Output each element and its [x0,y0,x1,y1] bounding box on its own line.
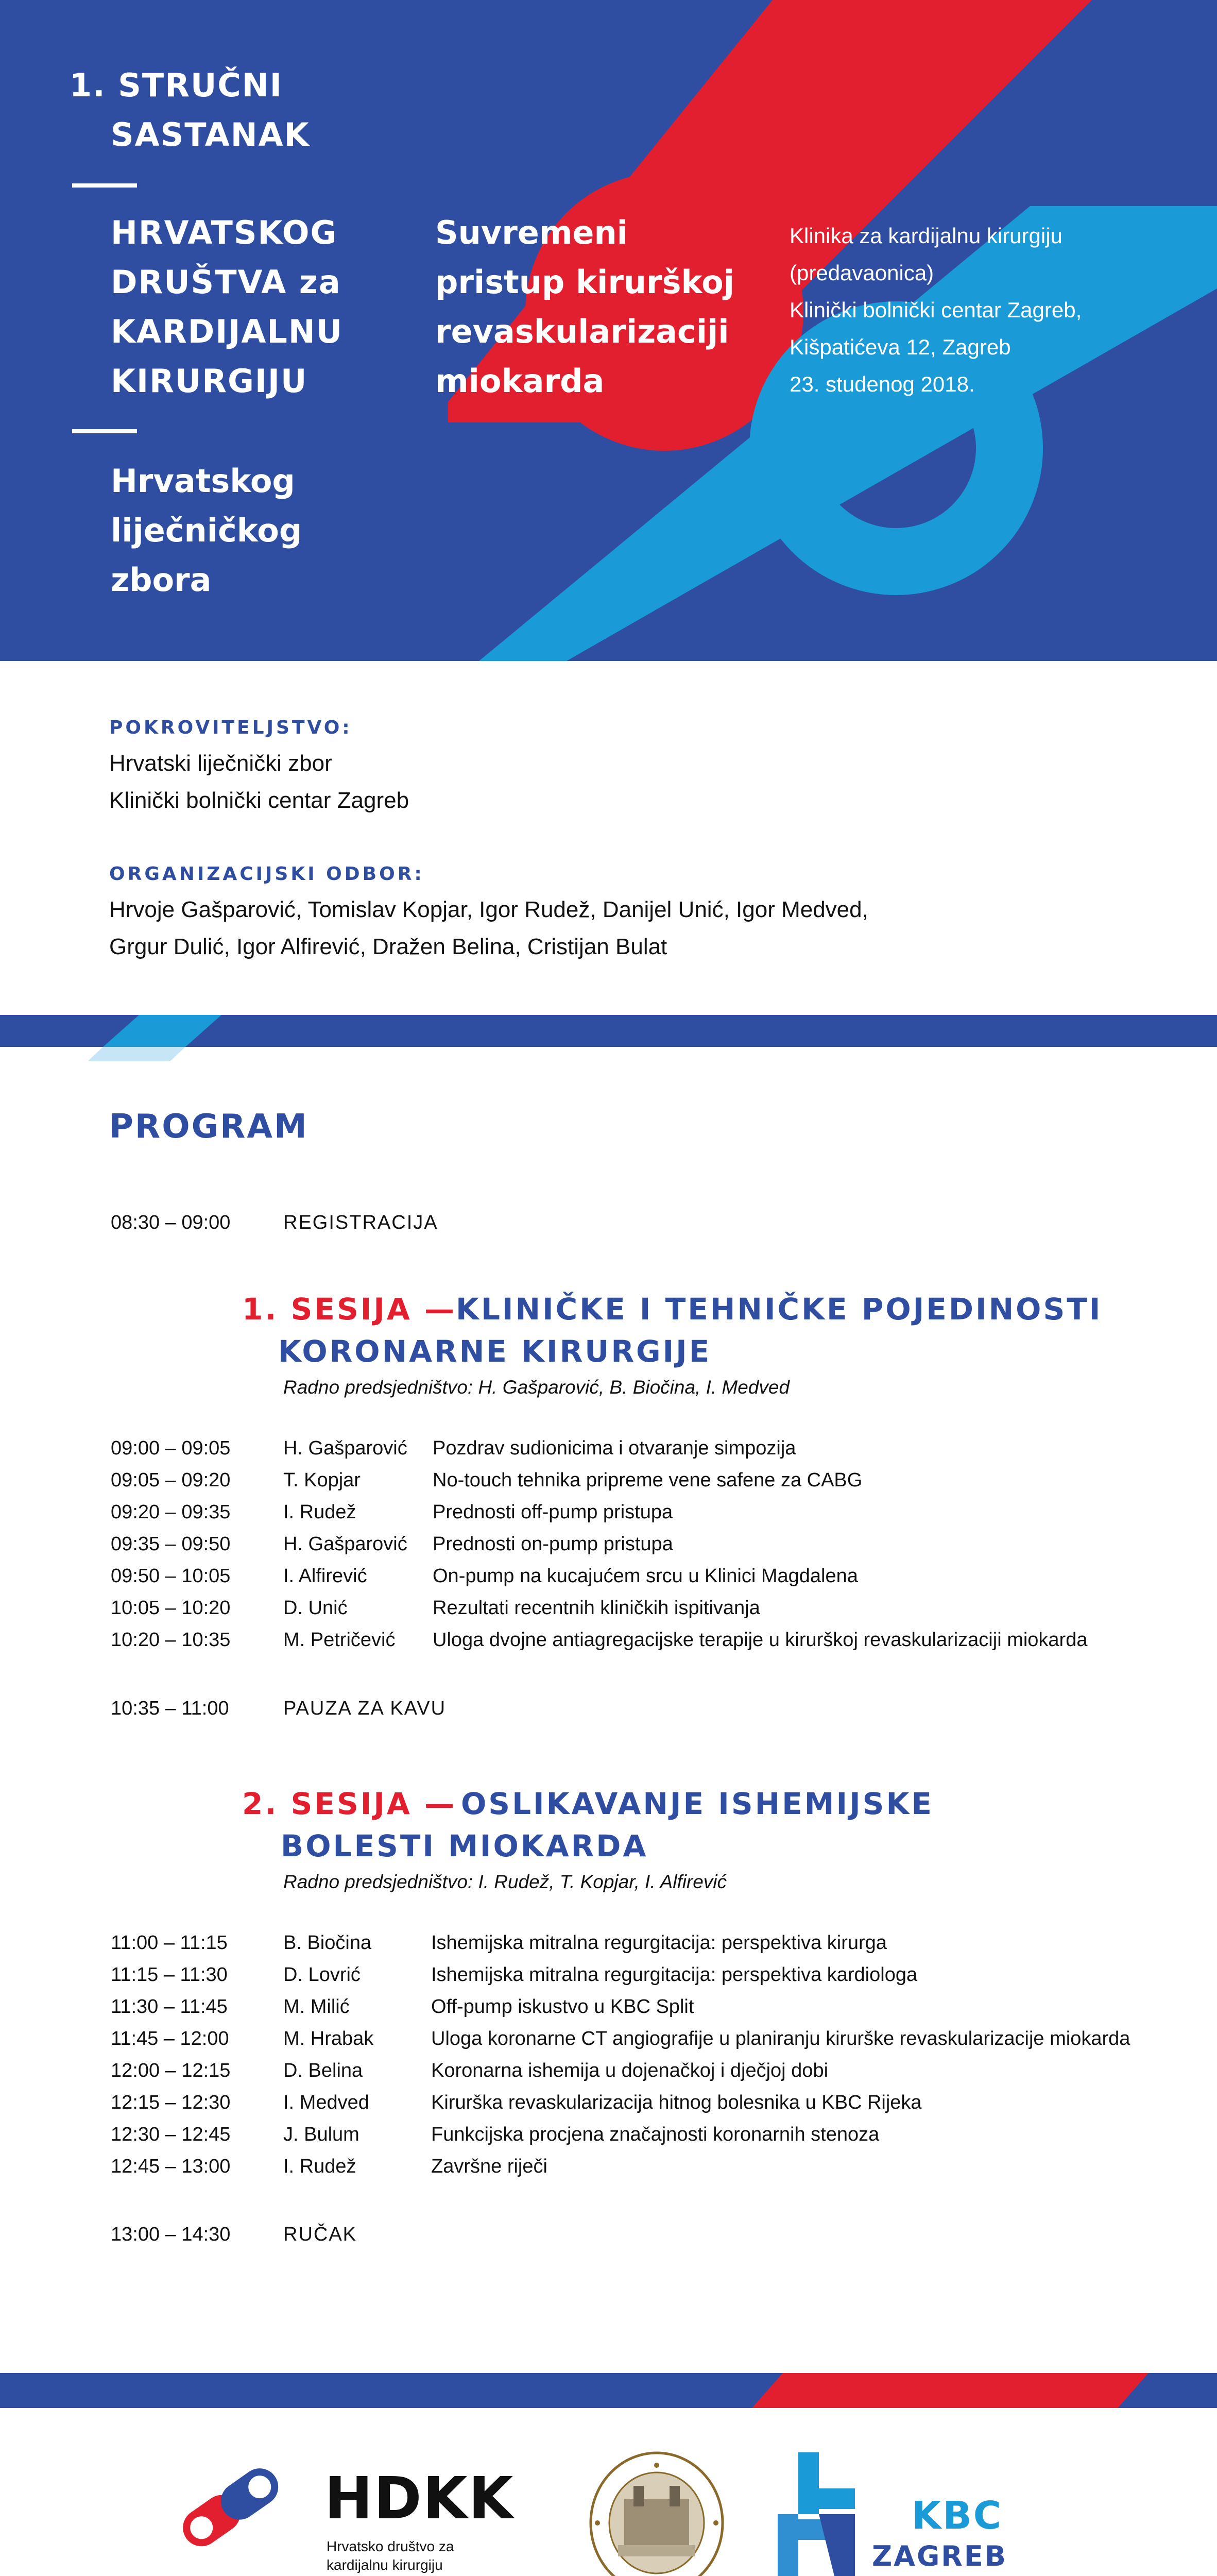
row-speaker: I. Alfirević [283,1565,367,1587]
row-label: RUČAK [283,2224,357,2245]
row-talk-title: Rezultati recentnih kliničkih ispitivanja [433,1597,760,1619]
row-time: 10:20 – 10:35 [111,1629,231,1651]
schedule-row [0,1932,1217,1964]
session-number: 1. SESIJA — [242,1292,456,1327]
kbc-logo-text: KBC [912,2494,1003,2538]
schedule-row [0,2124,1217,2156]
event-title-line: Hrvatskog [111,462,295,500]
event-title-line: liječničkog [111,512,302,549]
hdkk-subtitle: Hrvatsko društvo za [327,2538,454,2554]
row-label: REGISTRACIJA [283,1212,438,1233]
row-speaker: M. Hrabak [283,2028,374,2049]
row-talk-title: Kirurška revaskularizacija hitnog bolesnika u KBC Rijeka [431,2092,922,2113]
row-talk-title: Prednosti on-pump pristupa [433,1533,673,1555]
schedule-row [0,2028,1217,2060]
row-talk-title: Završne riječi [431,2156,547,2177]
schedule-row [0,1501,1217,1533]
row-time: 11:30 – 11:45 [111,1996,228,2018]
title-divider [72,183,137,188]
row-time: 09:35 – 09:50 [111,1533,231,1555]
topic-line: Suvremeni [435,214,628,251]
row-speaker: D. Lovrić [283,1964,361,1986]
schedule-row [0,1597,1217,1629]
row-speaker: J. Bulum [283,2124,359,2145]
row-talk-title: Ishemijska mitralna regurgitacija: perspektiva kardiologa [431,1964,918,1986]
row-time: 10:35 – 11:00 [111,1698,229,1719]
schedule-row [0,1437,1217,1469]
venue-line: Klinika za kardijalnu kirurgiju [790,224,1062,248]
row-time: 09:00 – 09:05 [111,1437,231,1459]
session-title: KORONARNE KIRURGIJE [278,1334,712,1369]
row-time: 09:50 – 10:05 [111,1565,231,1587]
row-speaker: H. Gašparović [283,1533,407,1555]
row-time: 10:05 – 10:20 [111,1597,231,1619]
schedule-row [0,2060,1217,2092]
row-speaker: I. Rudež [283,1501,356,1523]
row-time: 12:30 – 12:45 [111,2124,231,2145]
sponsors-label: POKROVITELJSTVO: [109,717,352,738]
kbc-logo-subtext: ZAGREB [872,2540,1007,2572]
hdkk-subtitle: kardijalnu kirurgiju [327,2557,443,2573]
event-title-line: KARDIJALNU [111,313,344,350]
schedule-row [0,1629,1217,1661]
row-speaker: H. Gašparović [283,1437,407,1459]
row-talk-title: Prednosti off-pump pristupa [433,1501,673,1523]
row-talk-title: Uloga koronarne CT angiografije u planiranju kirurške revaskularizacije miokarda [431,2028,1130,2049]
hdkk-logo-text: HDKK [324,2465,515,2532]
row-time: 11:15 – 11:30 [111,1964,228,1986]
committee-line: Hrvoje Gašparović, Tomislav Kopjar, Igor Rudež, Danijel Unić, Igor Medved, [109,897,868,922]
row-talk-title: Koronarna ishemija u dojenačkoj i dječjoj dobi [431,2060,829,2081]
session-title: BOLESTI MIOKARDA [281,1828,648,1863]
divider-fade [0,1047,216,1067]
program-heading: PROGRAM [109,1108,308,1146]
hero-banner [0,0,1217,661]
hdkk-logo-mark [170,2468,294,2550]
row-time: 12:15 – 12:30 [111,2092,231,2113]
event-title-line: DRUŠTVA za [111,263,341,301]
row-time: 11:00 – 11:15 [111,1932,228,1954]
row-time: 13:00 – 14:30 [111,2224,231,2245]
schedule-row [0,2224,1217,2256]
row-speaker: I. Rudež [283,2156,356,2177]
row-speaker: I. Medved [283,2092,369,2113]
committee-line: Grgur Dulić, Igor Alfirević, Dražen Belina, Cristijan Bulat [109,934,667,959]
row-time: 12:45 – 13:00 [111,2156,231,2177]
row-speaker: D. Belina [283,2060,363,2081]
schedule-row [0,1212,1217,1244]
row-time: 08:30 – 09:00 [111,1212,231,1233]
topic-line: miokarda [435,362,605,400]
schedule-row [0,1533,1217,1565]
schedule-row [0,2092,1217,2124]
venue-line: Kišpatićeva 12, Zagreb [790,335,1011,359]
session-chair: Radno predsjedništvo: H. Gašparović, B. Biočina, I. Medved [283,1377,790,1398]
committee-label: ORGANIZACIJSKI ODBOR: [109,863,424,885]
row-talk-title: Uloga dvojne antiagregacijske terapije u kirurškoj revaskularizaciji miokarda [433,1629,1088,1651]
venue-line: Klinički bolnički centar Zagreb, [790,298,1082,322]
row-speaker: B. Biočina [283,1932,372,1954]
row-time: 11:45 – 12:00 [111,2028,229,2049]
schedule-row [0,2156,1217,2188]
topic-line: pristup kirurškoj [435,263,734,301]
row-talk-title: Pozdrav sudionicima i otvaranje simpozija [433,1437,796,1459]
schedule-row [0,1964,1217,1996]
event-title-line: KIRURGIJU [111,362,308,400]
row-time: 12:00 – 12:15 [111,2060,231,2081]
session-title: KLINIČKE I TEHNIČKE POJEDINOSTI [456,1292,1103,1327]
event-title-line: 1. STRUČNI [70,66,283,104]
row-talk-title: Off-pump iskustvo u KBC Split [431,1996,694,2018]
event-title-line: zbora [111,561,212,599]
schedule-row [0,1698,1217,1730]
row-speaker: M. Milić [283,1996,350,2018]
row-label: PAUZA ZA KAVU [283,1698,447,1719]
session-title: OSLIKAVANJE ISHEMIJSKE [461,1786,934,1821]
row-time: 09:20 – 09:35 [111,1501,231,1523]
row-speaker: T. Kopjar [283,1469,361,1491]
row-talk-title: On-pump na kucajućem srcu u Klinici Magdalena [433,1565,858,1587]
event-title-line: HRVATSKOG [111,214,338,251]
row-speaker: M. Petričević [283,1629,396,1651]
row-talk-title: Ishemijska mitralna regurgitacija: perspektiva kirurga [431,1932,887,1954]
schedule-row [0,1565,1217,1597]
title-divider [72,429,137,433]
footer-band-top [0,2373,1217,2408]
row-talk-title: No-touch tehnika pripreme vene safene za CABG [433,1469,863,1491]
sponsor-line: Hrvatski liječnički zbor [109,751,332,776]
session-number: 2. SESIJA — [242,1786,456,1821]
section-divider-band [0,1015,1217,1047]
sponsor-line: Klinički bolnički centar Zagreb [109,788,409,813]
hlz-seal-logo [587,2450,726,2576]
row-speaker: D. Unić [283,1597,348,1619]
session-chair: Radno predsjedništvo: I. Rudež, T. Kopjar, I. Alfirević [283,1871,727,1892]
venue-line: 23. studenog 2018. [790,372,975,396]
row-time: 09:05 – 09:20 [111,1469,231,1491]
schedule-row [0,1996,1217,2028]
row-talk-title: Funkcijska procjena značajnosti koronarnih stenoza [431,2124,880,2145]
venue-line: (predavaonica) [790,261,934,285]
schedule-row [0,1469,1217,1501]
kbc-logo-mark [778,2452,870,2576]
topic-line: revaskularizaciji [435,313,729,350]
event-title-line: SASTANAK [111,116,310,154]
